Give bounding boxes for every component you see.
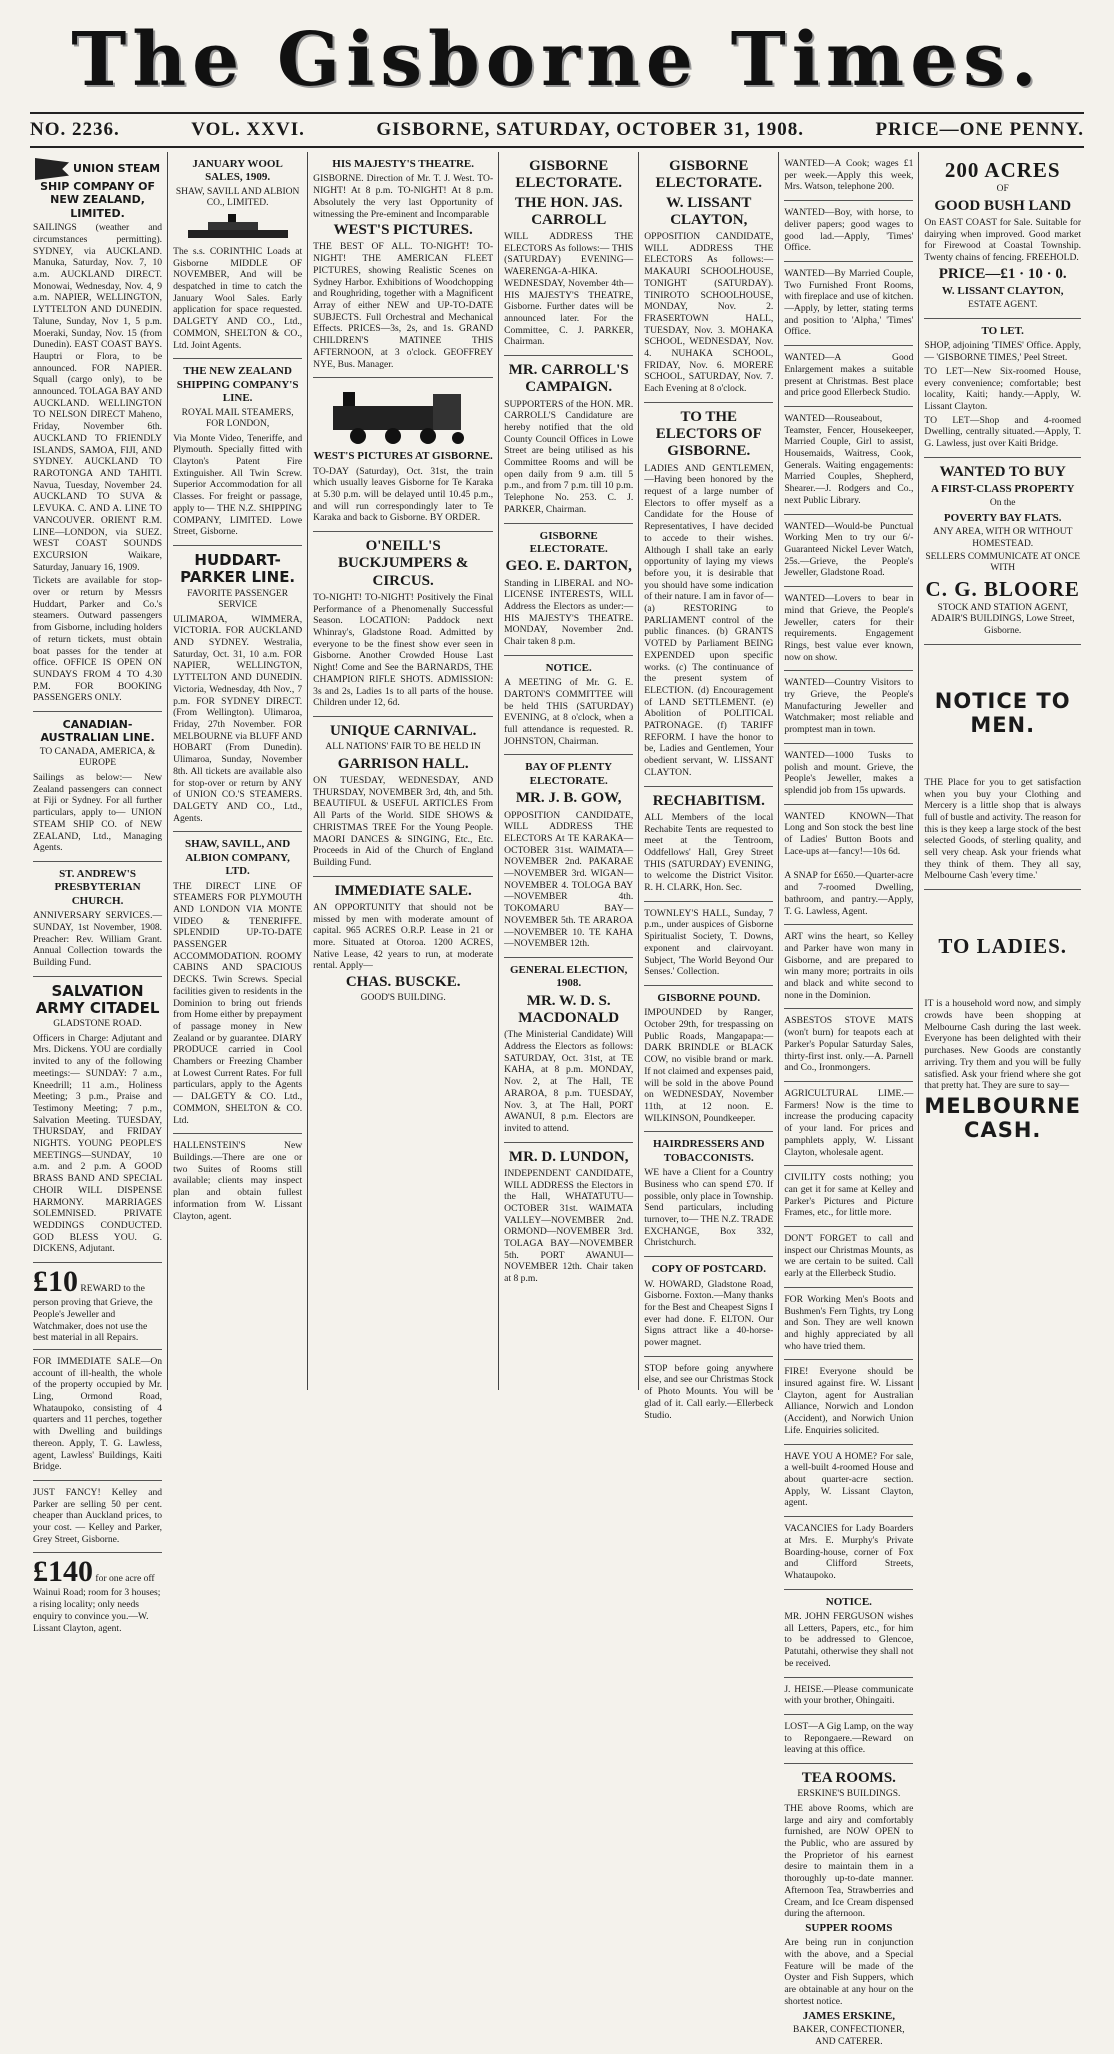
wests-title: WEST'S PICTURES. <box>333 222 473 239</box>
wanted-item <box>784 587 913 671</box>
notice-body: A MEETING of Mr. G. E. DARTON'S COMMITTEE will be held THIS (SATURDAY) EVENING, at 8 o'clock, when a full attendance is requested. R. JOHNSTON, Chairman. <box>504 677 634 747</box>
wests-gisborne-title: WEST'S PICTURES AT GISBORNE. <box>313 450 493 463</box>
carnival-title: UNIQUE CARNIVAL. <box>329 722 477 739</box>
immediate-body: AN OPPORTUNITY that should not be missed by men with moderate amount of capital. 965 ACRES O.R.P. Lease in 21 or more. Situated at Otoroa. 1200 ACRES, Native Lease, 42 years to run, at moderate rental. Apply— <box>313 901 494 972</box>
huddart-parker-ad <box>173 546 302 832</box>
wanted-item <box>784 671 913 744</box>
union-body: SAILINGS (weather and circumstances permitting). SYDNEY, via AUCKLAND. Manuka, Saturday, Nov. 7, 10 a.m. AUCKLAND DIRECT. Monowai, Wednesday, Nov. 4, 9 a.m. NAPIER, WELLINGTON, LYTTELTON AND DUNEDIN. Talune, Sunday, Nov 1, 5 p.m. Moeraki, Sunday, Nov. 15 (from Dunedin). EAST COAST BAYS. Hauptri or Flora, to be announced. FOR NAPIER. Squall (cargo only), to be announced. TOLAGA BAY AND AUCKLAND. WELLINGTON TO NELSON DIRECT Maheno, Friday, November 6th. AUCKLAND TO FRIENDLY ISLANDS, SAMOA, FIJI, AND SYDNEY. AUCKLAND TO RAROTONGA AND TAHITI. Navua, Tuesday, November 24. AUCKLAND TO SUVA & LEVUKA. C. AND A. LINE TO VANCOUVER. ORIENT R.M. LINE—LONDON, via SUEZ. WEST COAST SOUNDS EXCURSION Waikare, Saturday, January 16, 1909. <box>33 222 163 573</box>
to-ladies-ad <box>924 890 1081 1149</box>
wanted-property: A FIRST-CLASS PROPERTY <box>930 483 1075 495</box>
electorate-title: GISBORNE ELECTORATE. <box>515 158 622 192</box>
fancy-body: JUST FANCY! Kelley and Parker are selling 50 per cent. cheaper than Auckland prices, to your cost. — Kelley and Parker, Grey Street, Gisborne. <box>33 1486 163 1545</box>
st-andrews-body: ANNIVERSARY SERVICES.—SUNDAY, 1st November, 1908. Preacher: Rev. William Grant. Annual Collection towards the Building Fund. <box>33 910 163 968</box>
carnival-ad <box>313 717 493 877</box>
huddart-title: HUDDART-PARKER LINE. <box>180 551 296 587</box>
notice-to-men-ad <box>924 645 1081 891</box>
wool-sales-ad <box>173 152 302 359</box>
garrison-title: GARRISON HALL. <box>337 755 469 772</box>
wanted-item-text: WANTED KNOWN—That Long and Son stock the best line of Ladies' Button Boots and Lace-ups at—fancy!—10s 6d. <box>784 810 914 857</box>
asbestos-ad <box>784 1009 913 1082</box>
lundon-ad <box>504 1143 633 1292</box>
art-body: ART wins the heart, so Kelley and Parker have won many in Gisborne, and are prepared to win many more; portraits in oils and black and white second to none in the Dominion. <box>784 931 914 1001</box>
stop-body: STOP before going anywhere else, and see our Christmas Stock of Photo Mounts. You will be glad of it. Call early.—Ellerbeck Studio. <box>644 1362 774 1421</box>
column-2 <box>168 152 308 1390</box>
fancy-ad <box>33 1481 162 1554</box>
salvation-army-ad <box>33 977 162 1263</box>
vacancies-ad <box>784 1517 913 1590</box>
postcard-ad <box>644 1257 773 1357</box>
nz-shipping-ad <box>173 359 302 546</box>
tearooms-sub: ERSKINE'S BUILDINGS. <box>797 1789 901 1800</box>
carnival-body: ALL NATIONS' FAIR TO BE HELD IN <box>325 742 481 753</box>
heise-body: J. HEISE.—Please communicate with your brother, Ohingaiti. <box>784 1683 914 1707</box>
lost-body: LOST—A Gig Lamp, on the way to Repongaere.—Reward on leaving at this office. <box>784 1720 914 1756</box>
bloore-name: C. G. BLOORE <box>925 576 1080 601</box>
theatre-ad <box>313 152 493 378</box>
wanted-item <box>784 346 913 407</box>
lost-ad <box>784 1715 913 1764</box>
asbestos-body: ASBESTOS STOVE MATS (won't burn) for teapots each at Parker's Popular Saturday Sales, thirty-first inst. only.—A. Parnell and Co., Ironmongers. <box>784 1015 914 1074</box>
immediate-title: IMMEDIATE SALE. <box>334 882 472 899</box>
column-4 <box>499 152 639 1390</box>
issue-number: NO. 2236. <box>30 119 120 140</box>
townley-ad <box>644 902 773 986</box>
rechabitism-title: RECHABITISM. <box>652 792 765 809</box>
dont-forget-ad <box>784 1227 913 1288</box>
wanted-to-buy-ad <box>924 458 1081 645</box>
canadian-sub: TO CANADA, AMERICA, & EUROPE <box>39 746 156 769</box>
wanted-item-text: WANTED—A Cook; wages £1 per week.—Apply this week, Mrs. Watson, telephone 200. <box>784 158 914 193</box>
darton-body: Standing in LIBERAL and NO-LICENSE INTERESTS, WILL Address the Electors as under:— HIS MAJESTY'S THEATRE. MONDAY, November 2nd. Chair taken 8 p.m. <box>504 577 634 648</box>
canadian-ad <box>33 712 162 862</box>
wanted-item-text: WANTED—1000 Tusks to polish and mount. Grieve, the People's Jeweller, makes a splendid job from 15s upwards. <box>784 749 914 796</box>
garrison-body: ON TUESDAY, WEDNESDAY, AND THURSDAY, NOVEMBER 3rd, 4th, and 5th. BEAUTIFUL & USEFUL ARTICLES From All Parts of the World. SIDE SHOWS & CHRISTMAS TREE For the Young People. MAORI DANCES & SINGING, Etc., Etc. Proceeds in Aid of the Church of England Building Fund. <box>313 774 494 868</box>
shaw-body: THE DIRECT LINE OF STEAMERS FOR PLYMOUTH AND LONDON VIA MONTE VIDEO & TENERIFFE. SPLENDID UP-TO-DATE PASSENGER ACCOMMODATION. ROOMY CABINS AND SPACIOUS DECKS. Twin Screws. Special facilities given to residents in the Dominion to bring out friends from Home either by prepayment of passage money in New Zealand or by guarantee. DIARY PRODUCE carried in Cool Chambers or Freezing Chamber at Lowest Current Rates. For full particulars, apply to the Agents— DALGETY & CO. Ltd., COMMON, SHELTON & CO. Ltd. <box>173 880 303 1126</box>
sellers-line: SELLERS COMMUNICATE AT ONCE WITH <box>925 551 1081 574</box>
gow-title: MR. J. B. GOW, <box>515 790 622 807</box>
pound-body: IMPOUNDED by Ranger, October 29th, for trespassing on Public Roads, Mangapapa:— DARK BRINDLE or BLACK COW, no visible brand or mark. If not claimed and expenses paid, will be sold in the above Pound on WEDNESDAY, November 11th, at 12 noon. E. WILKINSON, Poundkeeper. <box>644 1007 774 1124</box>
top-rule <box>30 112 1084 114</box>
campaign-ad <box>504 356 633 524</box>
theatre-body: GISBORNE. Direction of Mr. T. J. West. TO-NIGHT! At 8 p.m. TO-NIGHT! At 8 p.m. Absolutely the very last Opportunity of witnessing the Pre-eminent and Incomparable <box>313 173 494 220</box>
postcard-title: COPY OF POSTCARD. <box>651 1263 766 1276</box>
reward-ad <box>33 1263 162 1350</box>
fire-ad <box>784 1360 913 1444</box>
shaw-title: SHAW, SAVILL, AND ALBION COMPANY, LTD. <box>185 838 291 878</box>
vacancies-body: VACANCIES for Lady Boarders at Mrs. E. Murphy's Private Boarding-house, corner of Fox and Clifford Streets, Whataupoko. <box>784 1523 914 1581</box>
campaign-body: SUPPORTERS of the HON. MR. CARROLL'S Candidature are hereby notified that the old County Council Offices in Lowe Street are being utilised as his Committee Rooms and will be open daily from 9 a.m. till 5 p.m., and from 7 p.m. till 10 p.m. Telephone No. 253. C. J. PARKER, Chairman. <box>504 398 634 515</box>
nzship-sub: ROYAL MAIL STEAMERS, FOR LONDON, <box>181 407 294 430</box>
lime-body: AGRICULTURAL LIME.—Farmers! Now is the time to increase the producing capacity of your land. For prices and pamphlets apply, W. Lissant Clayton, wholesale agent. <box>784 1088 914 1158</box>
wanted-flats: POVERTY BAY FLATS. <box>943 511 1062 524</box>
wanted-item <box>784 407 913 515</box>
dateline <box>30 118 1084 142</box>
nzship-body: Via Monte Video, Teneriffe, and Plymouth. Specially fitted with Clayton's Patent Fire Extinguisher. All Twin Screw. Superior Accommodation for all Classes. For freight or passage, apply to— THE N.Z. SHIPPING COMPANY, LIMITED. Lowe Street, Gisborne. <box>173 432 303 538</box>
wanted-item <box>784 201 913 262</box>
acres-of: OF <box>996 184 1009 195</box>
tolet-shop2: TO LET—Shop and 4-roomed Dwelling, centrally situated.—Apply, T. G. Lawless, just over Kaiti Bridge. <box>924 414 1082 450</box>
masthead <box>40 10 1074 110</box>
wanted-item-text: WANTED—Lovers to bear in mind that Grieve, the People's Jeweller, caters for their requirements. Engagement Rings, best value ever known, now on show. <box>784 593 914 663</box>
electorate-title-2: GISBORNE ELECTORATE. <box>655 158 763 192</box>
union-title: UNION STEAM SHIP COMPANY OF NEW ZEALAND, LIMITED. <box>40 162 161 220</box>
to-let-ad <box>924 319 1081 458</box>
dont-forget-body: DON'T FORGET to call and inspect our Christmas Mounts, as we are certain to be suited. Call early at the Ellerbeck Studio. <box>784 1233 914 1280</box>
electors-ad <box>644 403 773 787</box>
column-5 <box>639 152 779 1421</box>
heise-ad <box>784 1678 913 1715</box>
carroll-title: THE HON. JAS. CARROLL <box>514 194 623 228</box>
agent-name: W. LISSANT CLAYTON, <box>941 285 1064 298</box>
busck-title: CHAS. BUSCKE. <box>345 974 461 991</box>
huddart-sub: FAVORITE PASSENGER SERVICE <box>187 588 289 611</box>
electors-title: TO THE ELECTORS OF GISBORNE. <box>655 408 762 460</box>
wanted-item-text: WANTED—Would-be Punctual Working Men to try our 6/- Guaranteed Nickel Lever Watch, 25s.—Grieve, the People's Jeweller, Gladstone Road. <box>784 520 914 579</box>
wests-gisborne-ad <box>313 378 493 532</box>
hallenstein-body: HALLENSTEIN'S New Buildings.—There are one or two Suites of Rooms still available; clients may inspect plan and obtain fullest information from W. Lissant Clayton, agent. <box>173 1140 303 1222</box>
notice-men-title: NOTICE TO MEN. <box>934 688 1071 737</box>
clayton-body: OPPOSITION CANDIDATE, WILL ADDRESS THE ELECTORS As follows:— MAKAURI SCHOOLHOUSE, TONIGHT (SATURDAY). TINIROTO SCHOOLHOUSE, MONDAY, Nov. 2. FRASERTOWN HALL, TUESDAY, Nov. 3. MOHAKA SCHOOL, WEDNESDAY, Nov. 4. NUHAKA SCHOOL, FRIDAY, Nov. 6. MORERE SCHOOL, SATURDAY, Nov. 7. Each Evening at 8 o'clock. <box>644 231 774 395</box>
shaw-savill-ad <box>173 832 302 1134</box>
wanted-item <box>784 744 913 805</box>
oneill-body: TO-NIGHT! TO-NIGHT! Positively the Final Performance of a Phenomenally Successful Season. LOCATION: Paddock next Whinray's, Gladstone Road. Admitted by everyone to be the finest show ever seen in Gisborne. Another Crowded House Last Night! Come and See the BARNARDS, THE CHAMPION RIFLE SHOTS. ADMISSION: 3s and 2s, Ladies 1s to all parts of the house. Children under 12, 6d. <box>313 591 494 709</box>
sale-ad <box>33 1350 162 1481</box>
erskine-name: JAMES ERSKINE, <box>802 2009 895 2022</box>
civility-ad <box>784 1166 913 1227</box>
oneill-title: O'NEILL'S BUCKJUMPERS & CIRCUS. <box>337 538 469 589</box>
nzship-title: THE NEW ZEALAND SHIPPING COMPANY'S LINE. <box>176 365 299 405</box>
wanted-item-text: WANTED—A Good Enlargement makes a suitable present at Christmas. Best place and price good Ellerbeck Studio. <box>784 352 914 399</box>
wanted-item <box>784 262 913 346</box>
macdonald-ad <box>504 958 633 1143</box>
wool-title: JANUARY WOOL SALES, 1909. <box>192 158 283 184</box>
pound140-amount: £140 <box>33 1555 93 1589</box>
electors-body: LADIES AND GENTLEMEN,—Having been honored by the request of a large number of Electors to offer myself as a Candidate for the House of Representatives, I have decided to accede to their wishes. Although I shall take an early opportunity of laying my views before you, it is desirable that you should have some indication of their nature. I am in favor of— (a) RESTORING to PARLIAMENT control of the public finances. (b) GRANTS VOTED by Parliament BEING EXPENDED upon specific works. (c) The continuance of the present system of ELECTION. (d) Encouragement of LAND SETTLEMENT. (e) Abolition of POLITICAL PATRONAGE. (f) TARIFF REFORM. I have the honor to be, Ladies and Gentlemen, Your obedient servant, W. LISSANT CLAYTON. <box>644 462 774 778</box>
civility-body: CIVILITY costs nothing; you can get it for same at Kelley and Parker's Pictures and Picture Frames, etc., for little more. <box>784 1172 914 1219</box>
wanted-on: On the <box>989 498 1016 509</box>
wanted-item <box>784 152 913 201</box>
snap-body: A SNAP for £650.—Quarter-acre and 7-roomed Dwelling, bathroom, and pantry.—Apply, T. G. Lawless, Agent. <box>784 870 914 917</box>
huddart-body: ULIMAROA, WIMMERA, VICTORIA. FOR AUCKLAND AND SYDNEY. Westralia, Saturday, Oct. 31, 10 a.m. FOR NAPIER, WELLINGTON, LYTTELTON AND DUNEDIN. Victoria, Wednesday, 4th Nov., 7 p.m. FOR SYDNEY DIRECT. (From Wellington). Ulimaroa, Friday, 27th November. FOR MELBOURNE via BLUFF AND HOBART (From Dunedin). Ulimaroa, Sunday, November 8th. All tickets are available also for stop-over or return by ANY of UNION CO.'S STEAMERS. DALGETY AND CO., Ltd., Agents. <box>173 613 303 824</box>
notice-ad <box>504 656 633 756</box>
volume-number: VOL. XXVI. <box>191 119 305 140</box>
st-andrews-title: ST. ANDREW'S PRESBYTERIAN CHURCH. <box>54 867 141 907</box>
acres-ad <box>924 152 1081 319</box>
plenty-title: BAY OF PLENTY ELECTORATE. <box>525 761 613 787</box>
hairdressers-ad <box>644 1132 773 1257</box>
st-andrews-ad <box>33 862 162 977</box>
column-1 <box>28 152 168 1634</box>
men-body: THE Place for you to get satisfaction when you buy your Clothing and Mercery is a little shop that is always full of bustle and activity. The reason for this is they keep a large stock of the best selected Goods, of sterling quality, and sell very cheap. Ask your friends what they think of them. They all say, Melbourne Cash 'every time.' <box>924 776 1082 882</box>
price: PRICE—ONE PENNY. <box>875 119 1084 140</box>
wanted-item <box>784 515 913 588</box>
macdonald-title: MR. W. D. S. MACDONALD <box>518 992 620 1027</box>
immediate-sale-ad <box>313 877 493 1011</box>
ferguson-ad <box>784 1590 913 1678</box>
rechabitism-body: ALL Members of the local Rechabite Tents are requested to meet at the Tentroom, Oddfellows' Hall, Grey Street THIS (SATURDAY) EVENING, to welcome the District Visitor. R. H. CLARK, Hon. Sec. <box>644 811 774 894</box>
newspaper-title: The Gisborne Times. <box>71 17 1043 103</box>
gow-ad <box>504 755 633 958</box>
union-steam-ad <box>33 152 162 712</box>
theatre-title: HIS MAJESTY'S THEATRE. <box>332 158 475 170</box>
wanted-item-text: WANTED—Rouseabout, Teamster, Fencer, Housekeeper, Married Couple, Girl to assist, Housemaids, Waitress, Cook, Generals. Waiting engagements: Married Couples, Shepherd, Shearer.—J. Rodgers and Co., next Public Library. <box>784 412 914 506</box>
lundon-body: INDEPENDENT CANDIDATE, WILL ADDRESS the Electors in the Hall, WHATATUTU—OCTOBER 31st. WAIMATA VALLEY—NOVEMBER 2nd. ORMOND—NOVEMBER 3rd. TOLAGA BAY—NOVEMBER 5th. PORT AWANUI—NOVEMBER 12th. Chair taken at 8 p.m. <box>504 1167 634 1285</box>
stop-ad <box>644 1357 773 1429</box>
bushland-body: On EAST COAST for Sale. Suitable for dairying when improved. Good market for Firewood at Coastal Township. Twenty chains of fencing. FREEHOLD. <box>924 216 1082 264</box>
wanted-item-text: WANTED—Boy, with horse, to deliver papers; good wages to good lad.—Apply, 'Times' Office. <box>784 207 914 254</box>
notice-title-2: NOTICE. <box>825 1595 872 1608</box>
carroll-ad <box>504 152 633 356</box>
column-7 <box>919 152 1086 1390</box>
supper-body: Are being run in conjunction with the above, and a Special Feature will be made of the Oyster and Fish Suppers, which are obtainable at any hour on the shortest notice. <box>784 1937 914 2007</box>
macdonald-body: (The Ministerial Candidate) Will Address the Electors as follows: SATURDAY, Oct. 31st, at TE KAHA, at 8 p.m. MONDAY, Nov. 2, at The Hall, TE ARAROA, 8 p.m. TUESDAY, Nov. 3, at The Hall, PORT AWANUI, 8 p.m. Electors are invited to attend. <box>504 1029 634 1134</box>
clayton-ad <box>644 152 773 403</box>
sale-body: FOR IMMEDIATE SALE—On account of ill-health, the whole of the property occupied by Mr. Ling, Ormond Road, Whataupoko, consisting of 4 quarters and 11 perches, together with Dwelling and buildings thereon. Apply, T. G. Lawless, agent, Lawless' Buildings, Kaiti Bridge. <box>33 1355 163 1473</box>
wool-body: The s.s. CORINTHIC Loads at Gisborne MIDDLE OF NOVEMBER, And will be despatched in time to catch the January Wool Sales. Early application for space requested. DALGETY AND CO., Ltd., COMMON, SHELTON & CO., Ltd. Joint Agents. <box>173 245 303 351</box>
column-6 <box>779 152 919 2047</box>
oneill-ad <box>313 532 493 717</box>
tolet-title: TO LET. <box>981 325 1024 338</box>
bloore-title: STOCK AND STATION AGENT, ADAIR'S BUILDINGS, Lowe Street, Gisborne. <box>930 602 1075 636</box>
rechabitism-ad <box>644 787 773 902</box>
column-3 <box>308 152 499 1390</box>
wanted-title: WANTED TO BUY <box>939 463 1066 480</box>
bushland-title: GOOD BUSH LAND <box>934 197 1072 214</box>
reward-amount: £10 <box>33 1265 78 1299</box>
working-men-ad <box>784 1288 913 1361</box>
home-ad <box>784 1445 913 1518</box>
agent-title: ESTATE AGENT. <box>968 300 1038 311</box>
steamship-icon <box>178 214 298 242</box>
fire-body: FIRE! Everyone should be insured against fire. W. Lissant Clayton, agent for Australian Alliance, Norwich and London (Accident), and Norwich Union Life. Enquiries solicited. <box>784 1366 914 1436</box>
wanted-item-text: WANTED—Country Visitors to try Grieve, the People's Manufacturing Jeweller and Watchmaker; most reliable and promptest man in town. <box>784 677 914 736</box>
darton-head: GISBORNE ELECTORATE. <box>529 529 608 555</box>
tolet-shop: SHOP, adjoining 'TIMES' Office. Apply,— 'GISBORNE TIMES,' Peel Street. <box>924 340 1082 364</box>
columns <box>28 152 1086 2047</box>
carroll-body: WILL ADDRESS THE ELECTORS As follows:— THIS (SATURDAY) EVENING—WAERENGA-A-HIKA. WEDNESDAY, November 4th—HIS MAJESTY'S THEATRE, Gisborne. Further dates will be announced later. For the Committee, C. J. PARKER, Chairman. <box>504 231 634 348</box>
flag-icon <box>35 158 69 180</box>
pound140-ad <box>33 1553 162 1639</box>
hairdressers-body: WE have a Client for a Country Business who can spend £70. If possible, only place in Township. Send particulars, including turnover, to— THE N.Z. TRADE EXCHANGE, Box 332, Christchurch. <box>644 1167 774 1249</box>
canadian-title: CANADIAN-AUSTRALIAN LINE. <box>40 718 155 745</box>
tearooms-title: TEA ROOMS. <box>801 1770 896 1787</box>
salvation-sub: GLADSTONE ROAD. <box>53 1019 142 1030</box>
wests-body: THE BEST OF ALL. TO-NIGHT! TO-NIGHT! THE AMERICAN FLEET PICTURES, showing Realistic Scenes on Sydney Harbor. Exhibitions of Woodchopping and Roughriding, together with a Magnificent Array of either NEW and UP-TO-DATE SUBJECTS. Full Orchestral and Mechanical Effects. PRICES—3s, 2s, and 1s. GRAND CHILDREN'S MATINEE THIS AFTERNOON, at 3 o'clock. GEOFFREY NYE, Bus. Manager. <box>313 241 494 370</box>
busck-sub: GOOD'S BUILDING. <box>360 993 446 1004</box>
darton-title: GEO. E. DARTON, <box>505 558 632 575</box>
pound-title: GISBORNE POUND. <box>657 991 761 1004</box>
art-ad <box>784 925 913 1009</box>
salvation-body: Officers in Charge: Adjutant and Mrs. Dickens. YOU are cordially invited to any of the following meetings:— SUNDAY: 7 a.m., Kneedrill; 11 a.m., Holiness Meeting; 3 p.m., Praise and Testimony Meeting; 7 p.m., Salvation Meeting. TUESDAY, THURSDAY, and FRIDAY NIGHTS. YOUNG PEOPLE'S MEETINGS—SUNDAY, 10 a.m. and 2 p.m. A GOOD BRASS BAND AND SPECIAL CHOIR WILL DISPENSE HARMONY. MARRIAGES SOLEMNISED. PRIVATE WEDDINGS CONDUCTED. GOD BLESS YOU. G. DICKENS, Adjutant. <box>33 1032 163 1255</box>
campaign-title: MR. CARROLL'S CAMPAIGN. <box>508 362 629 396</box>
tolet-house: TO LET—New Six-roomed House, every convenience; comfortable; best locality, Kaiti; handy.—Apply, W. Lissant Clayton. <box>924 365 1082 412</box>
locomotive-icon <box>313 386 493 446</box>
townley-body: TOWNLEY'S HALL, Sunday, 7 p.m., under auspices of Gisborne Spiritualist Society, T. Downs, exponent and clairvoyant. Subject, 'The World Beyond Our Senses.' Collection. <box>644 907 774 978</box>
erskine-title: BAKER, CONFECTIONER, AND CATERER. <box>793 2024 905 2047</box>
canadian-body: Sailings as below:— New Zealand passengers can connect at Fiji or Sydney. For all further particulars, apply to— UNION STEAM SHIP CO. of NEW ZEALAND, Ltd., Managing Agents. <box>33 772 163 854</box>
clayton-title: W. LISSANT CLAYTON, <box>666 194 752 228</box>
melbourne-title: MELBOURNE CASH. <box>924 1093 1082 1143</box>
pound140-body: for one acre off Wainui Road; room for 3 houses; a rising locality; only needs enquiry to convince you.—W. Lissant Clayton, agent. <box>33 1573 161 1634</box>
notice-title: NOTICE. <box>545 661 592 674</box>
lime-ad <box>784 1082 913 1166</box>
postcard-body: W. HOWARD, Gladstone Road, Gisborne. Foxton.—Many thanks for the Best and Cheapest Signs I ever had done. F. ELTON. Our Signs attract like a 40-horse-power magnet. <box>644 1278 774 1349</box>
pound-ad <box>644 986 773 1132</box>
wests-gisborne-body: TO-DAY (Saturday), Oct. 31st, the train which usually leaves Gisborne for Te Karaka at 5.30 p.m. will be delayed until 10.45 p.m., and will run correspondingly later to Te Karaka and back to Gisborne. BY ORDER. <box>313 465 494 524</box>
general-title: GENERAL ELECTION, 1908. <box>510 963 628 990</box>
home-body: HAVE YOU A HOME? For sale, a well-built 4-roomed House and about quarter-acre section. Apply, W. Lissant Clayton, agent. <box>784 1450 914 1509</box>
supper-title: SUPPER ROOMS <box>805 1921 893 1934</box>
ladies-body: IT is a household word now, and simply crowds have been shopping at Melbourne Cash during the last week. Everyone has been delighted with their purchases. New Goods are constantly arriving. Try them and you will be fully satisfied. Ask your friend where she got that pretty hat. They are sure to say— <box>924 998 1082 1092</box>
darton-ad <box>504 524 633 656</box>
ferguson-body: MR. JOHN FERGUSON wishes all Letters, Papers, etc., for him to be addressed to Glencoe, Patutahi, otherwise they shall not be received. <box>784 1611 914 1669</box>
wanted-item <box>784 805 913 865</box>
wanted-list <box>784 152 913 864</box>
wanted-item-text: WANTED—By Married Couple, Two Furnished Front Rooms, with fireplace and use of kitchen.—Apply, by letter, stating terms and position to 'Alpha,' 'Times' Office. <box>784 267 914 338</box>
union-tickets: Tickets are available for stop-over or return by Messrs Huddart, Parker and Co.'s steamers. Outward passengers from Gisborne, including holders of return tickets, must obtain boat passes for the tender at office. OFFICE IS OPEN ON SUNDAYS FROM 4 TO 4.30 P.M. FOR BOOKING PASSENGERS ONLY. <box>33 575 163 704</box>
gow-body: OPPOSITION CANDIDATE, WILL ADDRESS THE ELECTORS At TE KARAKA—OCTOBER 31st. WAIMATA—NOVEMBER 2nd. PAKARAE—NOVEMBER 3rd. WIGAN—NOVEMBER 4. TOLOGA BAY—NOVEMBER 4th. TOKOMARU BAY—NOVEMBER 5th. TE ARAROA—NOVEMBER 10. TE KAHA—NOVEMBER 12th. <box>504 809 634 950</box>
lundon-title: MR. D. LUNDON, <box>508 1148 629 1165</box>
place-date: GISBORNE, SATURDAY, OCTOBER 31, 1908. <box>376 119 804 140</box>
working-body: FOR Working Men's Boots and Bushmen's Fern Tights, try Long and Son. They are well known and highly appreciated by all who have tried them. <box>784 1293 914 1352</box>
tea-rooms-ad <box>784 1764 913 2054</box>
hallenstein-ad <box>173 1134 302 1229</box>
tearooms-body: THE above Rooms, which are large and airy and comfortably furnished, are NOW OPEN to the Public, who are assured by the Proprietor of his earnest desire to maintain them in a thoroughly up-to-date manner. Afternoon Tea, Strawberries and Cream, and Ice Cream dispensed during the afternoon. <box>784 1802 914 1920</box>
acres-title: 200 ACRES <box>944 158 1061 182</box>
salvation-title: SALVATION ARMY CITADEL <box>35 981 160 1017</box>
wanted-area: ANY AREA, WITH OR WITHOUT HOMESTEAD. <box>933 527 1073 549</box>
snap-ad <box>784 864 913 925</box>
price-line: PRICE—£1 · 10 · 0. <box>938 265 1067 282</box>
wool-sub: SHAW, SAVILL AND ALBION CO., LIMITED. <box>175 186 300 209</box>
dateline-rule <box>30 146 1084 148</box>
hairdressers-title: HAIRDRESSERS AND TOBACCONISTS. <box>652 1138 765 1164</box>
reward-body: REWARD to the person proving that Grieve, the People's Jeweller and Watchmaker, does not use the best material in all Repairs. <box>33 1283 153 1344</box>
ladies-title: TO LADIES. <box>938 934 1068 959</box>
